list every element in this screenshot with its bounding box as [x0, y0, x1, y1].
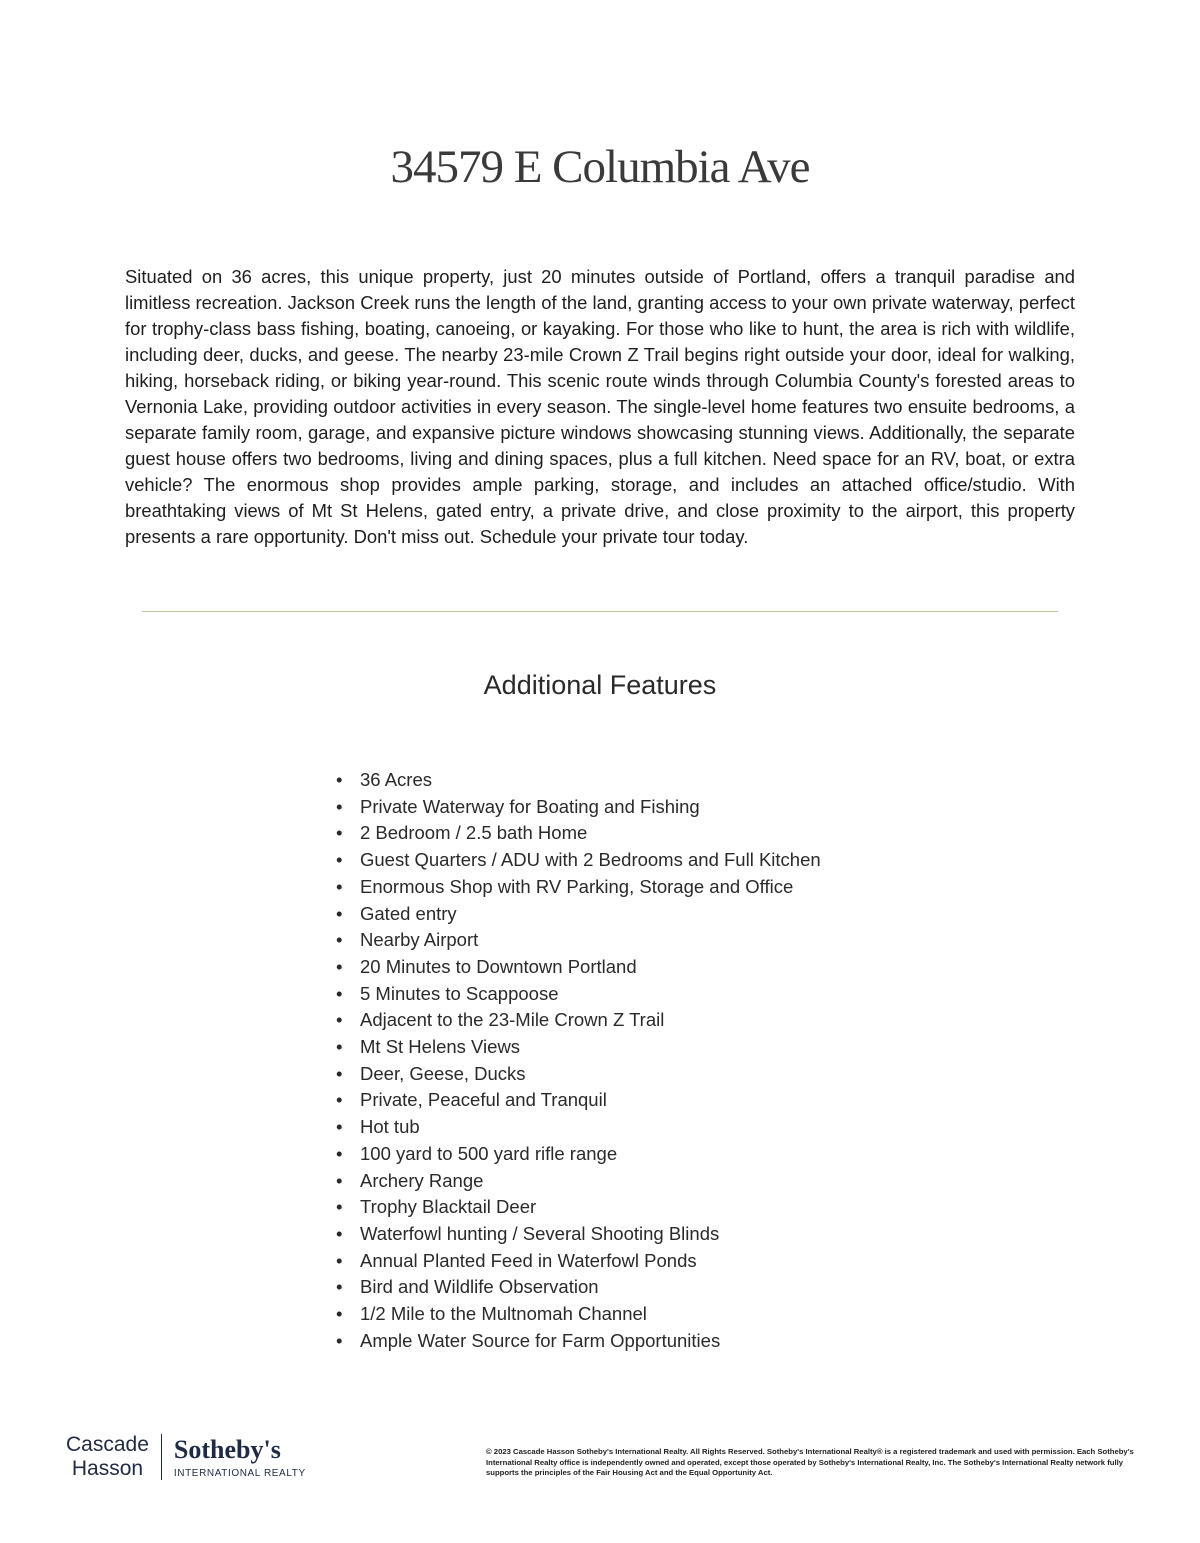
feature-text: Guest Quarters / ADU with 2 Bedrooms and Full Kitchen — [360, 849, 821, 871]
list-item — [332, 1061, 821, 1088]
feature-text: Gated entry — [360, 902, 457, 924]
feature-text: 36 Acres — [360, 769, 432, 790]
list-item — [332, 1274, 821, 1301]
bullet-icon: • — [336, 1089, 343, 1111]
feature-text: Hot tub — [360, 1116, 420, 1138]
copyright-notice: © 2023 Cascade Hasson Sotheby's International Realty. All Rights Reserved. Sotheby's International Realty® is a registered trademark and used with permission. Each Sotheby's International Realty office is independently owned and operated, except those operated by Sotheby's International Realty, Inc. The Sotheby's International Realty network fully supports the principles of the Fair Housing Act and the Equal Opportunity Act. — [486, 1447, 1134, 1477]
logo-subtitle: INTERNATIONAL REALTY — [173, 1467, 306, 1479]
feature-text: Trophy Blacktail Deer — [360, 1196, 537, 1218]
list-item — [332, 1328, 821, 1355]
list-item — [332, 901, 821, 928]
feature-text: Deer, Geese, Ducks — [360, 1062, 526, 1084]
feature-text: Annual Planted Feed in Waterfowl Ponds — [360, 1249, 697, 1271]
logo-separator — [161, 1434, 162, 1480]
page-title: 34579 E Columbia Ave — [390, 141, 810, 193]
bullet-icon: • — [336, 1142, 343, 1164]
bullet-icon: • — [336, 1303, 343, 1325]
feature-text: 1/2 Mile to the Multnomah Channel — [360, 1303, 647, 1325]
bullet-icon: • — [336, 1249, 343, 1271]
bullet-icon: • — [336, 1222, 343, 1244]
feature-text: Private, Peaceful and Tranquil — [360, 1089, 607, 1111]
logo-cascade-hasson — [66, 1433, 149, 1481]
bullet-icon: • — [336, 955, 343, 977]
logo-sothebys — [174, 1436, 306, 1479]
bullet-icon: • — [336, 902, 343, 924]
feature-text: Ample Water Source for Farm Opportunities — [360, 1329, 721, 1351]
bullet-icon: • — [336, 795, 343, 817]
list-item — [332, 1007, 821, 1034]
list-item — [332, 794, 821, 821]
list-item — [332, 981, 821, 1008]
feature-text: 5 Minutes to Scappoose — [360, 982, 559, 1004]
logo-line-hasson: Hasson — [71, 1457, 144, 1480]
list-item — [332, 1034, 821, 1061]
feature-text: 100 yard to 500 yard rifle range — [360, 1142, 618, 1164]
list-item — [332, 1114, 821, 1141]
bullet-icon: • — [336, 1196, 343, 1218]
bullet-icon: • — [336, 1276, 343, 1298]
bullet-icon: • — [336, 1062, 343, 1084]
feature-text: Mt St Helens Views — [360, 1036, 521, 1058]
bullet-icon: • — [336, 929, 343, 951]
logo-line-cascade: Cascade — [66, 1433, 149, 1456]
list-item — [332, 1301, 821, 1328]
list-item — [332, 874, 821, 901]
feature-text: Nearby Airport — [360, 929, 479, 951]
bullet-icon: • — [336, 1169, 343, 1191]
feature-text: Archery Range — [360, 1169, 484, 1191]
bullet-icon: • — [336, 1009, 343, 1031]
logo-brand: Sotheby's — [173, 1434, 281, 1464]
bullet-icon: • — [336, 982, 343, 1004]
feature-text: Private Waterway for Boating and Fishing — [360, 795, 700, 817]
list-item — [332, 1248, 821, 1275]
list-item — [332, 927, 821, 954]
feature-text: 2 Bedroom / 2.5 bath Home — [360, 822, 588, 844]
bullet-icon: • — [336, 822, 343, 844]
list-item — [332, 847, 821, 874]
list-item — [332, 820, 821, 847]
list-item — [332, 1168, 821, 1195]
feature-text: Adjacent to the 23-Mile Crown Z Trail — [360, 1009, 665, 1031]
list-item — [332, 954, 821, 981]
feature-text: Waterfowl hunting / Several Shooting Blinds — [360, 1222, 720, 1244]
list-item — [332, 1087, 821, 1114]
features-heading: Additional Features — [483, 670, 717, 700]
list-item — [332, 1194, 821, 1221]
bullet-icon: • — [336, 1329, 343, 1351]
bullet-icon: • — [336, 849, 343, 871]
features-list — [332, 767, 821, 1354]
bullet-icon: • — [336, 769, 343, 790]
brokerage-logo — [66, 1432, 306, 1482]
feature-text: Bird and Wildlife Observation — [360, 1276, 599, 1298]
section-divider — [142, 611, 1058, 612]
bullet-icon: • — [336, 1116, 343, 1138]
feature-text: Enormous Shop with RV Parking, Storage and Office — [360, 875, 794, 897]
feature-text: 20 Minutes to Downtown Portland — [360, 955, 637, 977]
bullet-icon: • — [336, 1036, 343, 1058]
bullet-icon: • — [336, 875, 343, 897]
list-item — [332, 1221, 821, 1248]
list-item — [332, 767, 821, 794]
list-item — [332, 1141, 821, 1168]
property-description: Situated on 36 acres, this unique property, just 20 minutes outside of Portland, offers a tranquil paradise and limitless recreation. Jackson Creek runs the length of the land, granting access to your own private waterway, perfect for trophy-class bass fishing, boating, canoeing, or kayaking. For those who like to hunt, the area is rich with wildlife, including deer, ducks, and geese. The nearby 23-mile Crown Z Trail begins right outside your door, ideal for walking, hiking, horseback riding, or biking year-round. This scenic route winds through Columbia County's forested areas to Vernonia Lake, providing outdoor activities in every season. The single-level home features two ensuite bedrooms, a separate family room, garage, and expansive picture windows showcasing stunning views. Additionally, the separate guest house offers two bedrooms, living and dining spaces, plus a full kitchen. Need space for an RV, boat, or extra vehicle? The enormous shop provides ample parking, storage, and includes an attached office/studio. With breathtaking views of Mt St Helens, gated entry, a private drive, and close proximity to the airport, this property presents a rare opportunity. Don't miss out. Schedule your private tour today. — [125, 266, 1075, 547]
